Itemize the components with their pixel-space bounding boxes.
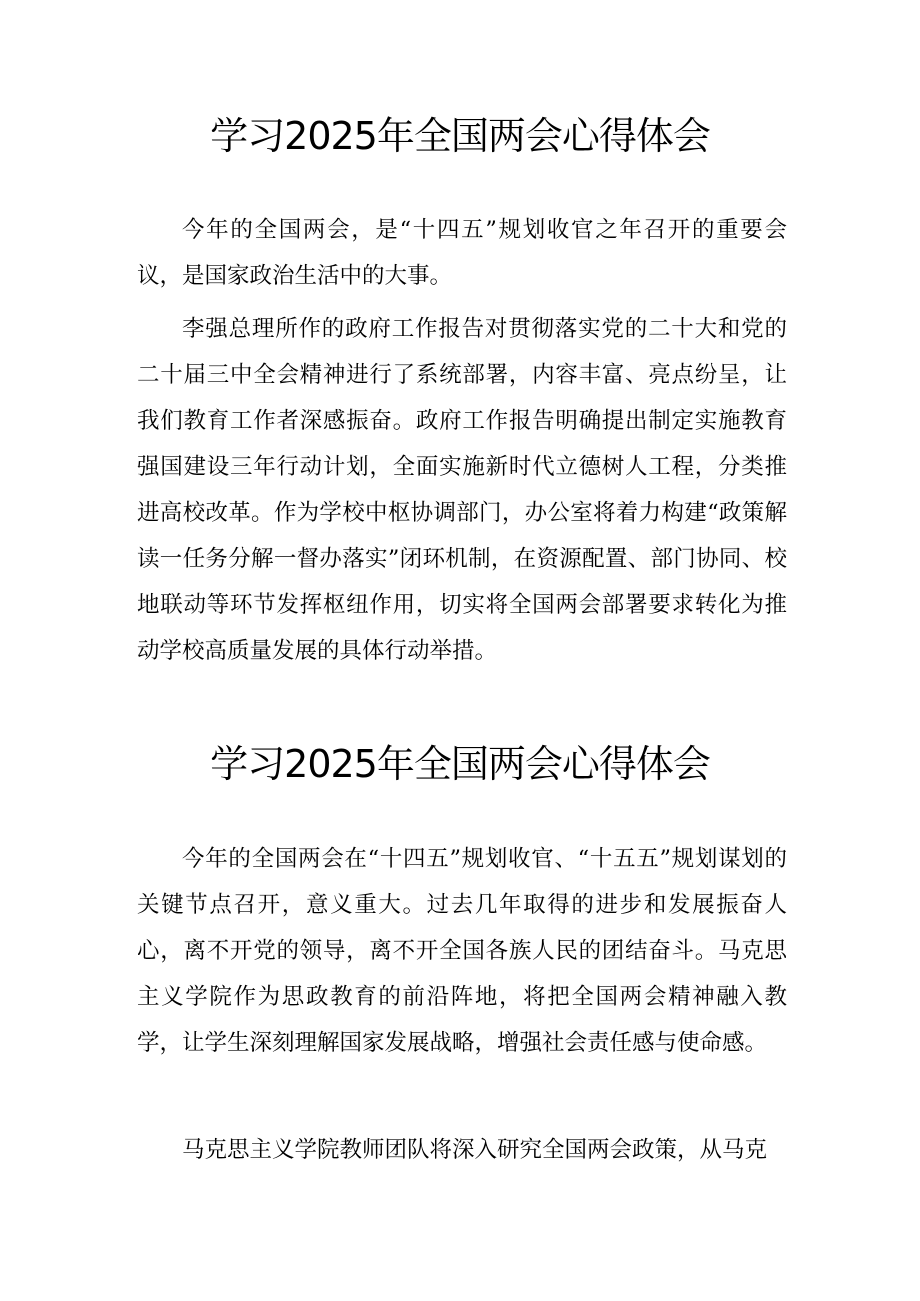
section-2-title: 学习2025年全国两会心得体会 xyxy=(210,742,710,786)
section-1-paragraph-2: 李强总理所作的政府工作报告对贯彻落实党的二十大和党的二十届三中全会精神进行了系统部署，内容丰富、亮点纷呈，让我们教育工作者深感振奋。政府工作报告明确提出制定实施教育强国建设三年行动计划，全面实施新时代立德树人工程，分类推进高校改革。作为学校中枢协调部门，办公室将着力构建“政策解读一任务分解一督办落实”闭环机制，在资源配置、部门协同、校地联动等环节发挥枢纽作用，切实将全国两会部署要求转化为推动学校高质量发展的具体行动举措。 xyxy=(137,316,787,664)
section-2-paragraph-1: 今年的全国两会在“十四五”规划收官、“十五五”规划谋划的关键节点召开，意义重大。过去几年取得的进步和发展振奋人心，离不开党的领导，离不开全国各族人民的团结奋斗。马克思主义学院作为思政教育的前沿阵地，将把全国两会精神融入教学，让学生深刻理解国家发展战略，增强社会责任感与使命感。 xyxy=(137,846,787,1056)
section-1-paragraph-1: 今年的全国两会，是“十四五”规划收官之年召开的重要会议，是国家政治生活中的大事。 xyxy=(137,217,787,289)
section-1-title: 学习2025年全国两会心得体会 xyxy=(210,114,710,158)
section-2-paragraph-2: 马克思主义学院教师团队将深入研究全国两会政策，从马克 xyxy=(182,1137,768,1163)
